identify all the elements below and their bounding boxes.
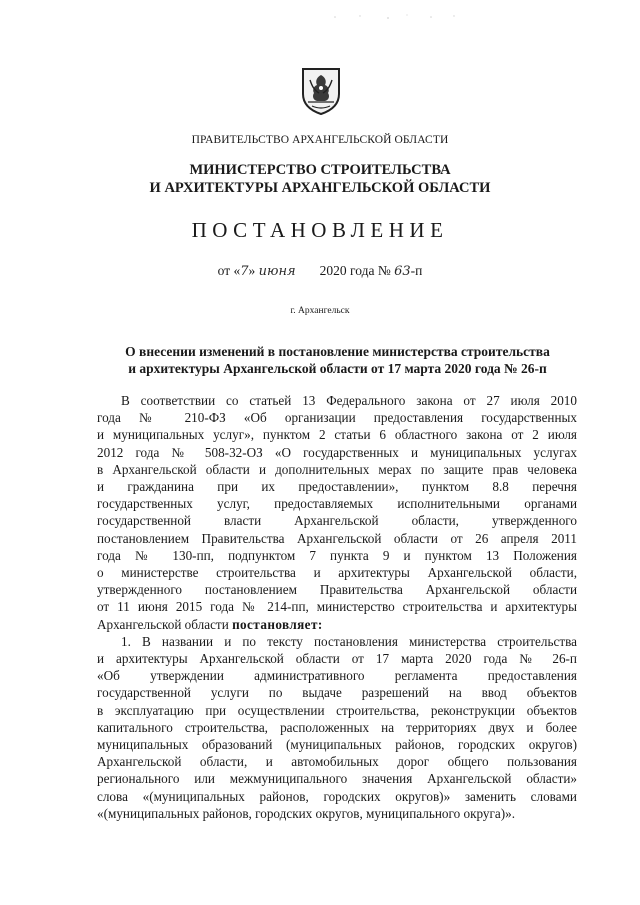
document-number: 63	[394, 264, 411, 279]
body-line: года № 130-пп, подпунктом 7 пункта 9 и пунктом 13 Положения	[97, 547, 577, 563]
body-line: Архангельской области	[97, 616, 229, 632]
body-line-decree	[97, 616, 577, 633]
body-line: государственных услуг, предоставляемых исполнительными органами	[97, 496, 577, 512]
body-line: в Архангельской области и дополнительных мерах по защите прав человека	[97, 461, 577, 477]
body-line: «(муниципальных районов, городских округов, муниципального округа)».	[97, 805, 516, 821]
government-name: ПРАВИТЕЛЬСТВО АРХАНГЕЛЬСКОЙ ОБЛАСТИ	[191, 134, 449, 146]
body-line: года № 210-ФЗ «Об организации предоставления государственных	[97, 410, 577, 426]
body-line: в эксплуатацию при осуществлении строительства, реконструкции объектов	[97, 702, 577, 718]
document-date-line	[0, 263, 640, 279]
body-line: от 11 июня 2015 года № 214-пп, министерство строительства и архитектуры	[97, 599, 577, 615]
body-line: В соответствии со статьей 13 Федерального закона от 27 июля 2010	[121, 393, 577, 408]
body-line: государственной услуги по выдаче разрешений на ввод объектов	[97, 685, 577, 701]
coat-of-arms-icon	[300, 66, 342, 116]
body-line: Архангельской области, и автомобильных дорог общего пользования	[97, 754, 577, 770]
body-line: о министерстве строительства и архитектуры Архангельской области,	[97, 565, 577, 581]
ministry-name	[0, 161, 640, 197]
body-line: капитального строительства, расположенных на территориях двух и более	[97, 719, 577, 735]
document-number-suffix: -п	[410, 263, 423, 278]
document-city: г. Архангельск	[290, 306, 350, 316]
body-line: и гражданина при их предоставлении», пунктом 8.8 перечня	[97, 479, 577, 495]
document-body	[97, 392, 577, 822]
body-line: государственной власти Архангельской области, утвержденного	[97, 513, 577, 529]
date-month: июня	[258, 264, 296, 279]
date-year: 2020 года №	[319, 263, 391, 278]
date-day: 7	[240, 264, 249, 279]
body-line: 1. В названии и по тексту постановления министерства строительства	[121, 633, 577, 649]
ministry-name-line1: МИНИСТЕРСТВО СТРОИТЕЛЬСТВА	[189, 162, 451, 178]
body-line: 2012 года № 508-32-ОЗ «О государственных и муниципальных услугах	[97, 444, 577, 460]
document-type: ПОСТАНОВЛЕНИЕ	[191, 218, 449, 242]
document-subject	[100, 343, 575, 377]
body-line: и архитектуры Архангельской области от 17 марта 2020 года № 26-п	[97, 651, 577, 667]
date-mid: »	[248, 263, 256, 278]
body-line: «Об утверждении административного регламента предоставления	[97, 668, 577, 684]
ministry-name-line2: И АРХИТЕКТУРЫ АРХАНГЕЛЬСКОЙ ОБЛАСТИ	[149, 180, 491, 196]
decree-word: постановляет:	[232, 616, 323, 632]
body-line: регионального или межмуниципального значения Архангельской области»	[97, 771, 577, 787]
body-line: слова «(муниципальных районов, городских округов)» заменить словами	[97, 788, 577, 804]
body-line: и муниципальных услуг», пунктом 2 статьи 6 областного закона от 2 июля	[97, 427, 577, 443]
date-prefix: от «	[217, 263, 241, 278]
scan-noise	[330, 12, 460, 22]
body-line: постановлением Правительства Архангельской области от 26 апреля 2011	[97, 530, 577, 546]
body-line: муниципальных образований (муниципальных районов, городских округов)	[97, 737, 577, 753]
subject-line2: и архитектуры Архангельской области от 17 марта 2020 года № 26-п	[128, 361, 547, 376]
body-line: утвержденного постановлением Правительства Архангельской области	[97, 582, 577, 598]
subject-line1: О внесении изменений в постановление министерства строительства	[125, 344, 550, 359]
